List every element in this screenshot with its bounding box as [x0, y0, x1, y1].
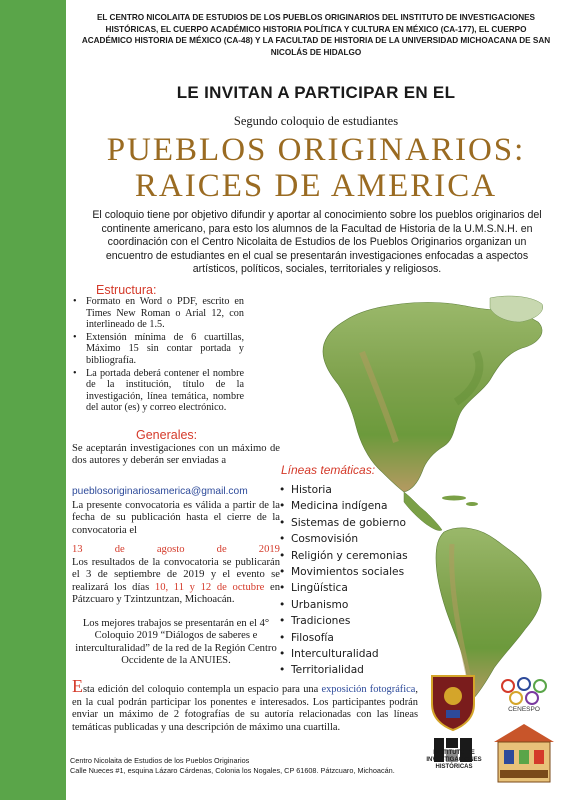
estructura-item-1: Formato en Word o PDF, escrito en Times New Roman o Arial 12, con interlineado de 1.5.	[86, 296, 244, 331]
list-item: • Cosmovisión	[279, 531, 408, 547]
bullet-icon: •	[73, 331, 77, 343]
generales-p1: Se aceptarán investigaciones con un máximo de dos autores y deberán ser enviadas a	[72, 443, 280, 467]
invite-heading: LE INVITAN A PARTICIPAR EN EL	[176, 83, 456, 102]
list-item: • Sistemas de gobierno	[279, 515, 408, 531]
contact-email-link[interactable]: pueblosoriginariosamerica@gmail.com	[72, 486, 248, 497]
dropcap-letter: E	[72, 676, 83, 696]
title-line-2: RAICES DE AMERICA	[134, 168, 498, 204]
list-item: • Filosofía	[279, 630, 408, 646]
cenespo-logo	[486, 672, 562, 790]
list-item: • Medicina indígena	[279, 498, 408, 514]
list-item: • Territorialidad	[279, 662, 408, 678]
estructura-item-3: La portada deberá contener el nombre de la institución, título de la investigación, línea temática, nombre del autor (es) y correo electrónico.	[86, 367, 244, 414]
date-de-1: de	[114, 544, 125, 555]
iih-logo-text: INSTITUTO DE INVESTIGACIONES HISTÓRICAS	[426, 750, 482, 770]
intro-paragraph: El coloquio tiene por objetivo difundir y aportar al conocimiento sobre los pueblos originarios del continente americano, para esto los alumnos de la Facultad de Historia de la U.M.S.N.H. en coordinación con el Centro Nicolaita de Estudios de los Pueblos Originarios organizan un encuentro de estudiantes en el cual se presentarán investigaciones enfocadas a aspectos artísticos, políticos, sociales, territoriales y religiosos.	[92, 209, 542, 276]
closing-date	[72, 544, 280, 555]
list-item: • Lingüística	[279, 580, 408, 596]
estructura-list	[72, 296, 244, 415]
date-month: agosto	[156, 544, 185, 555]
generales-p4: Los mejores trabajos se presentarán en el 4° Coloquio 2019 “Diálogos de saberes e interculturalidad” de la red de la Región Centro Occidente de la ANUIES.	[75, 618, 277, 667]
lineas-heading: Líneas temáticas:	[281, 463, 376, 477]
generales-heading: Generales:	[136, 428, 198, 442]
event-dates: 10, 11 y 12 de octubre	[154, 581, 265, 593]
list-item: • Tradiciones	[279, 613, 408, 629]
lineas-list	[279, 482, 408, 679]
list-item	[72, 332, 244, 367]
closing-text-b: , en la cual podrán participar los ponentes e interesados. Los participantes podrán enviar un máximo de 2 fotografías de su autoría relacionadas con las líneas temáticas publicadas y una descripción de máximo una cuartilla.	[72, 684, 418, 733]
title-line-1: PUEBLOS ORIGINARIOS:	[106, 132, 526, 168]
list-item: • Movimientos sociales	[279, 564, 408, 580]
date-de-2: de	[216, 544, 227, 555]
date-day: 13	[72, 544, 83, 555]
organizers-header: EL CENTRO NICOLAITA DE ESTUDIOS DE LOS PUEBLOS ORIGINARIOS DEL INSTITUTO DE INVESTIGACIONES HISTÓRICAS, EL CUERPO ACADÉMICO HISTORIA POLÍTICA Y CULTURA EN MÉXICO (CA-177), EL CUERPO ACADÉMICO HISTORIA DE MÉXICO (CA-48) Y LA FACULTAD DE HISTORIA DE LA UNIVERSIDAD MICHOACANA DE SAN NICOLÁS DE HIDALGO	[81, 13, 551, 57]
estructura-item-2: Extensión mínima de 6 cuartillas, Máximo 15 sin contar portada y bibliografía.	[86, 331, 244, 366]
generales-p3	[72, 557, 280, 607]
generales-p2: La presente convocatoria es válida a partir de la fecha de su publicación hasta el cierre de la convocatoria el	[72, 500, 280, 536]
list-item	[72, 368, 244, 414]
list-item	[72, 296, 244, 331]
footer-address	[70, 756, 430, 776]
date-year: 2019	[258, 544, 280, 555]
poster	[66, 0, 566, 800]
list-item: • Interculturalidad	[279, 646, 408, 662]
results-text: Los resultados de la convocatoria se publicarán el 3 de septiembre de 2019 y el evento se realizará los días	[72, 557, 280, 593]
event-location: en Pátzcuaro y Tzintzuntzan, Michoacán.	[72, 581, 280, 606]
green-side-band	[0, 0, 66, 800]
closing-paragraph	[72, 676, 418, 734]
list-item: • Urbanismo	[279, 597, 408, 613]
footer-line-1: Centro Nicolaita de Estudios de los Pueblos Originarios	[70, 756, 250, 765]
closing-text-a: sta edición del coloquio contempla un espacio para una	[83, 684, 319, 695]
event-title	[66, 132, 566, 204]
exposicion-link: exposición fotográfica	[321, 684, 416, 695]
bullet-icon: •	[73, 296, 77, 307]
footer-line-2: Calle Nueces #1, esquina Lázaro Cárdenas, Colonia los Nogales, CP 61608. Pátzcuaro, Michoacán.	[70, 766, 395, 775]
estructura-heading: Estructura:	[96, 283, 157, 297]
cenespo-logo-text: CENESPO	[508, 706, 540, 713]
event-subtitle: Segundo coloquio de estudiantes	[233, 114, 399, 128]
list-item: • Religión y ceremonias	[279, 548, 408, 564]
list-item: • Historia	[279, 482, 408, 498]
bullet-icon: •	[73, 367, 77, 379]
